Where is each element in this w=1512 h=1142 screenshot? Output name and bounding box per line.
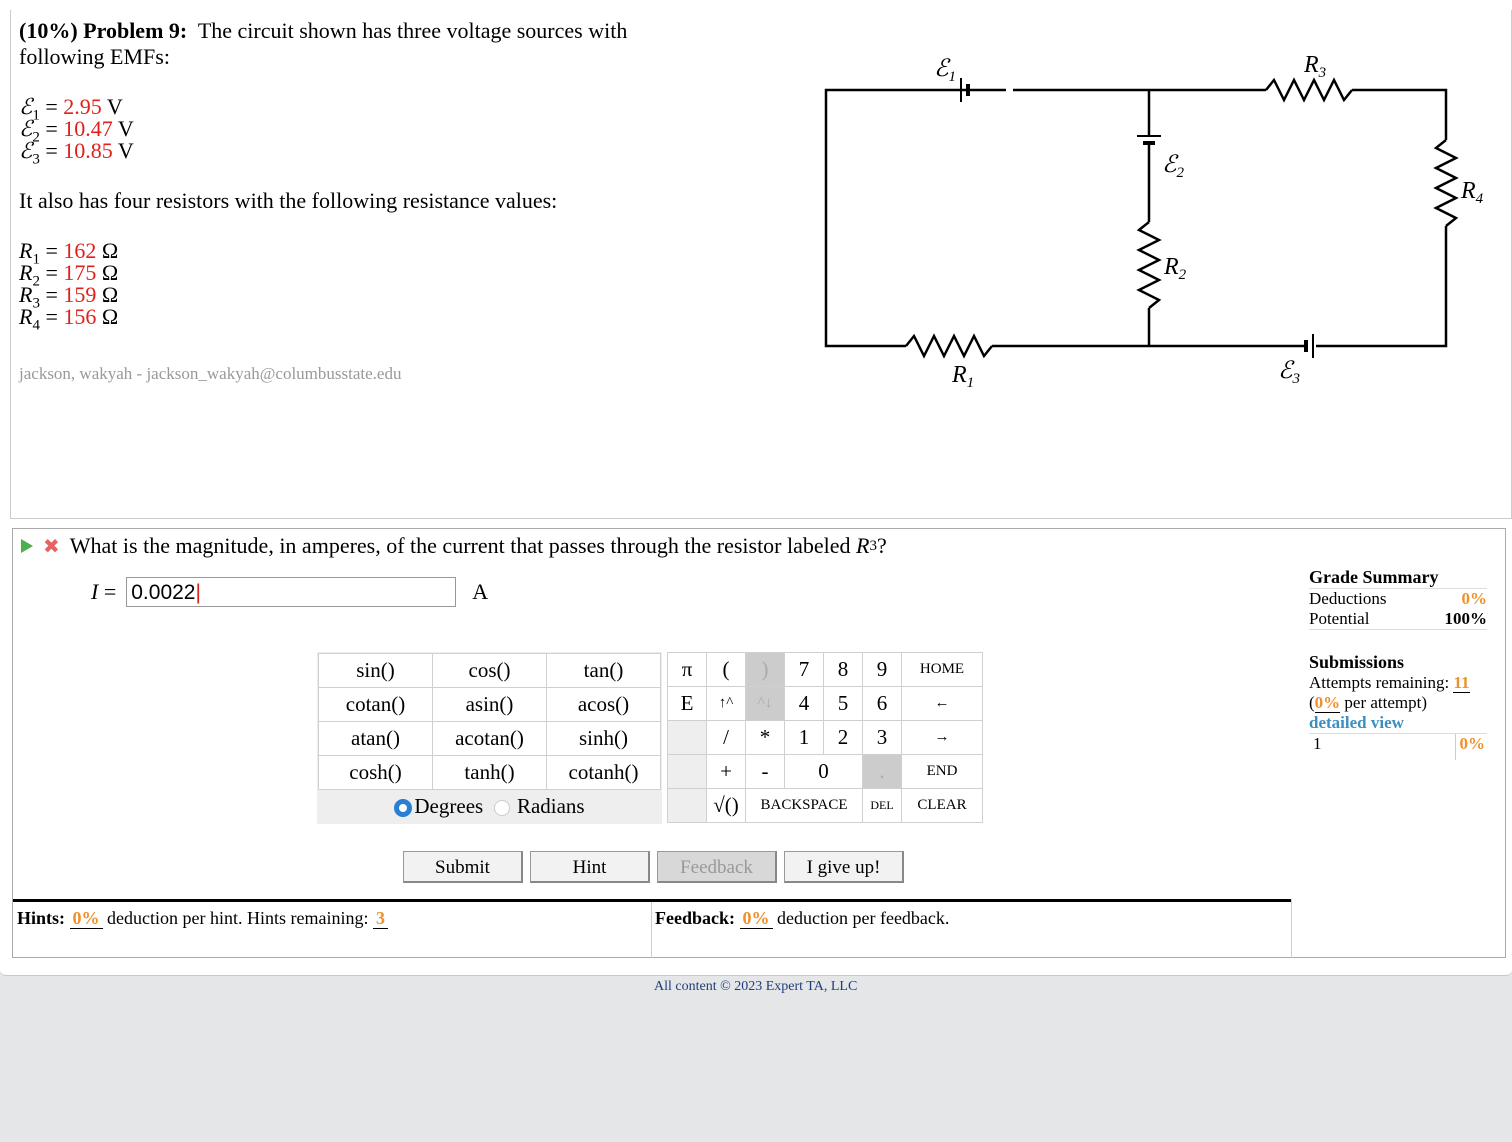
key-acotan[interactable]: acotan() bbox=[433, 722, 547, 756]
question-mark: ? bbox=[876, 533, 887, 558]
resistor-r2 bbox=[1139, 222, 1159, 308]
per-text: per attempt) bbox=[1344, 693, 1428, 712]
key-cos[interactable]: cos() bbox=[433, 654, 547, 688]
divider bbox=[651, 902, 652, 958]
resistor-4: $R_4 = 156$ Ω bbox=[19, 304, 119, 334]
key-home[interactable]: HOME bbox=[902, 653, 983, 687]
grade-summary bbox=[1309, 567, 1487, 760]
submit-button[interactable]: Submit bbox=[403, 851, 523, 883]
resistor-1: $R_1 = 162$ Ω bbox=[19, 238, 119, 268]
function-keypad bbox=[317, 652, 662, 824]
emf-3: ℰ$_3$ = 10.85 V bbox=[19, 138, 134, 168]
key-divide[interactable]: / bbox=[707, 721, 746, 755]
resistor-unit: Ω bbox=[101, 304, 119, 329]
problem-title: Problem 9: bbox=[83, 18, 188, 43]
problem-intro-b: following EMFs: bbox=[19, 44, 170, 69]
key-backspace[interactable]: BACKSPACE bbox=[746, 789, 863, 823]
degrees-label: Degrees bbox=[414, 794, 484, 818]
key-plus[interactable]: + bbox=[707, 755, 746, 789]
key-1[interactable]: 1 bbox=[785, 721, 824, 755]
radio-radians[interactable] bbox=[494, 800, 510, 816]
expand-triangle-icon[interactable] bbox=[21, 539, 33, 553]
detailed-view-link[interactable]: detailed view bbox=[1309, 713, 1404, 732]
label-r2: $R_2$ bbox=[1164, 254, 1187, 283]
answer-value: 0.0022 bbox=[131, 581, 196, 604]
wire-left bbox=[826, 90, 961, 346]
label-e1: ℰ$_1$ bbox=[934, 56, 957, 85]
problem-intro: The circuit shown has three voltage sources with bbox=[197, 18, 628, 43]
key-minus[interactable]: - bbox=[746, 755, 785, 789]
key-up[interactable]: ↑^ bbox=[707, 687, 746, 721]
key-tanh[interactable]: tanh() bbox=[433, 756, 547, 790]
emf-unit: V bbox=[106, 94, 123, 119]
resistors-intro: It also has four resistors with the following resistance values: bbox=[19, 188, 558, 213]
question-line: ✖ What is the magnitude, in amperes, of the current that passes through the resistor labeled R 3 ? bbox=[21, 533, 887, 559]
resistor-sub: 1 bbox=[32, 251, 40, 268]
submission-index: 1 bbox=[1313, 734, 1322, 753]
resistor-value: 156 bbox=[63, 304, 97, 329]
circuit-diagram bbox=[816, 40, 1484, 400]
feedback-text: deduction per feedback. bbox=[777, 908, 950, 928]
resistor-symbol: R bbox=[19, 282, 33, 307]
emf-symbol: ℰ bbox=[19, 138, 33, 163]
hints-pct: 0% bbox=[70, 908, 103, 929]
question-text: What is the magnitude, in amperes, of the current that passes through the resistor labeled bbox=[69, 533, 851, 558]
resistor-list bbox=[19, 238, 709, 334]
emf-sub: 2 bbox=[32, 129, 40, 146]
emf-2: ℰ$_2$ = 10.47 V bbox=[19, 116, 134, 146]
key-pi[interactable]: π bbox=[668, 653, 707, 687]
emf-unit: V bbox=[117, 116, 134, 141]
problem-statement bbox=[19, 18, 709, 334]
answer-input[interactable] bbox=[126, 577, 456, 607]
key-clear[interactable]: CLEAR bbox=[902, 789, 983, 823]
potential-value: 100% bbox=[1444, 609, 1487, 628]
deductions-label: Deductions bbox=[1309, 589, 1387, 608]
resistor-r4 bbox=[1436, 140, 1456, 226]
key-acos[interactable]: acos() bbox=[547, 688, 661, 722]
key-cosh[interactable]: cosh() bbox=[319, 756, 433, 790]
key-3[interactable]: 3 bbox=[863, 721, 902, 755]
submission-pct: 0% bbox=[1455, 734, 1488, 760]
key-2[interactable]: 2 bbox=[824, 721, 863, 755]
key-cotan[interactable]: cotan() bbox=[319, 688, 433, 722]
emf-sub: 1 bbox=[32, 107, 40, 124]
resistor-r1 bbox=[906, 336, 992, 356]
key-blank-a bbox=[668, 721, 707, 755]
emf-value: 10.47 bbox=[63, 116, 113, 141]
key-sqrt[interactable]: √() bbox=[707, 789, 746, 823]
label-r3: $R_3$ bbox=[1304, 52, 1327, 81]
angle-mode-row bbox=[319, 790, 661, 824]
answer-unit: A bbox=[472, 579, 489, 604]
key-sinh[interactable]: sinh() bbox=[547, 722, 661, 756]
resistor-sub: 3 bbox=[32, 295, 40, 312]
text-caret: | bbox=[195, 581, 201, 604]
key-9[interactable]: 9 bbox=[863, 653, 902, 687]
give-up-button[interactable]: I give up! bbox=[784, 851, 904, 883]
wire-top-right bbox=[1352, 90, 1446, 140]
incorrect-x-icon: ✖ bbox=[43, 534, 60, 558]
key-5[interactable]: 5 bbox=[824, 687, 863, 721]
resistor-symbol: R bbox=[19, 260, 33, 285]
key-blank-b bbox=[668, 755, 707, 789]
key-multiply[interactable]: * bbox=[746, 721, 785, 755]
feedback-label: Feedback: bbox=[655, 908, 735, 928]
student-watermark: jackson, wakyah - jackson_wakyah@columbusstate.edu bbox=[19, 364, 402, 383]
grade-summary-title: Grade Summary bbox=[1309, 567, 1487, 589]
resistor-symbol: R bbox=[19, 238, 33, 263]
question-panel bbox=[12, 528, 1506, 958]
key-e[interactable]: E bbox=[668, 687, 707, 721]
key-del[interactable]: DEL bbox=[863, 789, 902, 823]
emf-list bbox=[19, 94, 709, 168]
label-r1: $R_1$ bbox=[952, 362, 975, 391]
key-4[interactable]: 4 bbox=[785, 687, 824, 721]
resistor-r3 bbox=[1266, 80, 1352, 100]
key-asin[interactable]: asin() bbox=[433, 688, 547, 722]
resistor-sub: 2 bbox=[32, 273, 40, 290]
emf-sub: 3 bbox=[32, 151, 40, 168]
resistor-unit: Ω bbox=[101, 238, 119, 263]
hints-remaining: 3 bbox=[373, 908, 388, 929]
label-r4: $R_4$ bbox=[1461, 178, 1484, 207]
key-6[interactable]: 6 bbox=[863, 687, 902, 721]
feedback-info bbox=[655, 908, 949, 929]
feedback-button[interactable]: Feedback bbox=[657, 851, 777, 883]
key-blank-c bbox=[668, 789, 707, 823]
divider-right bbox=[1291, 899, 1292, 958]
attempts-label: Attempts remaining: bbox=[1309, 673, 1450, 692]
attempts-row bbox=[1309, 673, 1487, 693]
resistor-sub: 4 bbox=[32, 317, 40, 334]
footer-copyright: All content © 2023 Expert TA, LLC bbox=[654, 979, 858, 994]
potential-row bbox=[1309, 609, 1487, 630]
wire-right-bottom bbox=[1316, 226, 1446, 346]
hints-info bbox=[17, 908, 388, 929]
hint-feedback-bar bbox=[13, 899, 1291, 958]
key-right-paren[interactable]: ) bbox=[746, 653, 785, 687]
key-cotanh[interactable]: cotanh() bbox=[547, 756, 661, 790]
label-e3: ℰ$_3$ bbox=[1278, 358, 1301, 387]
deductions-value: 0% bbox=[1461, 589, 1487, 608]
radians-label: Radians bbox=[516, 794, 585, 818]
per-pct: 0% bbox=[1314, 693, 1341, 712]
key-dot[interactable]: . bbox=[863, 755, 902, 789]
resistor-symbol: R bbox=[19, 304, 33, 329]
key-0[interactable]: 0 bbox=[785, 755, 863, 789]
potential-label: Potential bbox=[1309, 609, 1370, 628]
key-atan[interactable]: atan() bbox=[319, 722, 433, 756]
submission-row bbox=[1309, 734, 1487, 760]
key-sin[interactable]: sin() bbox=[319, 654, 433, 688]
hint-button[interactable]: Hint bbox=[530, 851, 650, 883]
resistor-unit: Ω bbox=[101, 260, 119, 285]
per-open: ( bbox=[1309, 693, 1315, 712]
resistor-unit: Ω bbox=[101, 282, 119, 307]
attempts-value: 11 bbox=[1453, 673, 1470, 692]
feedback-pct: 0% bbox=[740, 908, 773, 929]
question-ref-symbol: R bbox=[856, 533, 870, 558]
label-e2: ℰ$_2$ bbox=[1162, 152, 1185, 181]
emf-symbol: ℰ bbox=[19, 94, 33, 119]
deductions-row bbox=[1309, 589, 1487, 609]
emf-1: ℰ$_1$ = 2.95 V bbox=[19, 94, 123, 124]
emf-unit: V bbox=[117, 138, 134, 163]
resistor-3: $R_3 = 159$ Ω bbox=[19, 282, 119, 312]
key-7[interactable]: 7 bbox=[785, 653, 824, 687]
answer-equals: = bbox=[103, 579, 117, 604]
resistor-value: 162 bbox=[63, 238, 97, 263]
emf-symbol: ℰ bbox=[19, 116, 33, 141]
key-back-arrow[interactable]: ← bbox=[902, 687, 983, 721]
hints-text: deduction per hint. Hints remaining: bbox=[107, 908, 369, 928]
answer-variable: I bbox=[91, 579, 99, 604]
emf-value: 2.95 bbox=[63, 94, 102, 119]
submissions-title: Submissions bbox=[1309, 652, 1405, 672]
key-8[interactable]: 8 bbox=[824, 653, 863, 687]
key-down[interactable]: ^↓ bbox=[746, 687, 785, 721]
resistor-2: $R_2 = 175$ Ω bbox=[19, 260, 119, 290]
problem-panel bbox=[10, 10, 1512, 519]
emf-value: 10.85 bbox=[63, 138, 113, 163]
hints-label: Hints: bbox=[17, 908, 66, 928]
problem-weight: (10%) bbox=[19, 18, 78, 43]
per-attempt-row bbox=[1309, 693, 1487, 713]
key-fwd-arrow[interactable]: → bbox=[902, 721, 983, 755]
resistor-value: 175 bbox=[63, 260, 97, 285]
resistor-value: 159 bbox=[63, 282, 97, 307]
answer-row bbox=[91, 577, 488, 607]
key-tan[interactable]: tan() bbox=[547, 654, 661, 688]
function-table bbox=[318, 653, 661, 823]
key-end[interactable]: END bbox=[902, 755, 983, 789]
key-left-paren[interactable]: ( bbox=[707, 653, 746, 687]
radio-degrees[interactable] bbox=[394, 799, 412, 817]
numeric-keypad bbox=[667, 652, 983, 823]
